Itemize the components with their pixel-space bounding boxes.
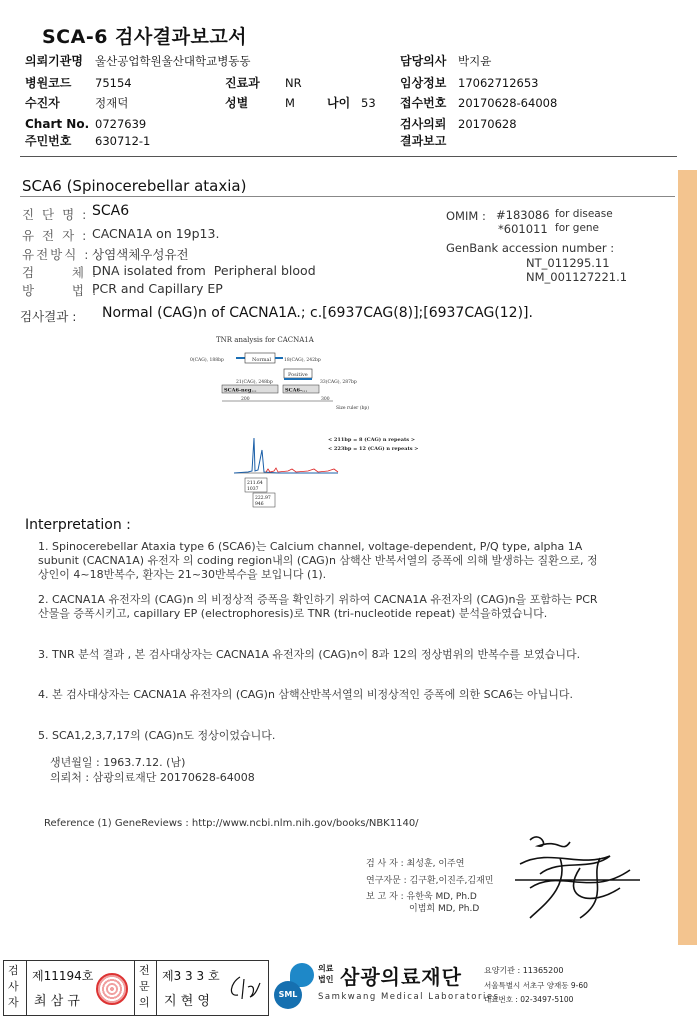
spec-no: 제3 3 3 호 bbox=[162, 969, 220, 983]
institution-label: 의뢰기관명 bbox=[25, 54, 83, 68]
peak2-label-b: 946 bbox=[255, 502, 264, 507]
hospital-code-value: 75154 bbox=[95, 76, 132, 90]
chart-value: 0727639 bbox=[95, 117, 147, 131]
header-row-5 bbox=[25, 132, 675, 150]
trace-size-standard bbox=[266, 468, 338, 472]
result-report-label: 결과보고 bbox=[400, 134, 447, 148]
header-row-4 bbox=[25, 115, 675, 133]
inheritance-label: 유전방식 : bbox=[22, 247, 91, 262]
hospital-code-label: 병원코드 bbox=[25, 76, 72, 90]
method-label: 방 법 : bbox=[22, 283, 99, 298]
gene-label: 유 전 자 : bbox=[22, 228, 89, 243]
patient-label: 수진자 bbox=[25, 96, 60, 110]
advisor: 연구자문 : 김구환,이진주,김재민 bbox=[366, 876, 494, 886]
exam-name: 최 삼 규 bbox=[34, 994, 80, 1009]
diagnosis-row bbox=[22, 205, 322, 223]
figure-title: TNR analysis for CACNA1A bbox=[216, 336, 314, 344]
specimen-label: 검 체 : bbox=[22, 265, 99, 280]
sex-value: M bbox=[285, 96, 295, 110]
header-divider bbox=[20, 156, 677, 157]
omim-disease: #183086 bbox=[496, 208, 550, 222]
footer-divider-1 bbox=[26, 961, 27, 1015]
box-sca6-neg-label: SCA6-neg... bbox=[224, 387, 257, 394]
header-row-1 bbox=[25, 52, 675, 70]
peak1-label-a: 211.64 bbox=[247, 481, 263, 486]
interpretation-p4: 4. 본 검사대상자는 CACNA1A 유전자의 (CAG)n 삼핵산반복서열의 비정상적인 증폭에 의한 SCA6는 아닙니다. bbox=[38, 688, 573, 701]
footer-divider-2 bbox=[134, 961, 135, 1015]
doctor-label: 담당의사 bbox=[400, 54, 447, 68]
normal-label: Normal bbox=[252, 357, 272, 363]
legend-1: < 211bp = 8 (CAG) n repeats > bbox=[328, 437, 416, 443]
inheritance-row bbox=[22, 245, 322, 263]
org-tag-2: 법인 bbox=[318, 975, 334, 984]
normal-right-label: 18(CAG), 242bp bbox=[284, 358, 321, 363]
peak2-label-a: 222.97 bbox=[255, 496, 271, 501]
pos-right-label: 33(CAG), 287bp bbox=[320, 380, 357, 385]
legend-2: < 223bp = 12 (CAG) n repeats > bbox=[328, 446, 419, 452]
dept-label: 진료과 bbox=[225, 76, 260, 90]
side-band bbox=[678, 170, 697, 945]
omim-disease-note: for disease bbox=[555, 208, 613, 220]
genbank-1: NT_011295.11 bbox=[526, 256, 610, 270]
exam-label: 검사자 bbox=[8, 964, 19, 1009]
id-value: 630712-1 bbox=[95, 134, 151, 148]
requester: 의뢰처 : 삼광의료재단 20170628-64008 bbox=[50, 771, 255, 784]
org-logo bbox=[274, 963, 314, 1009]
result-value: Normal (CAG)n of CACNA1A.; c.[6937CAG(8)];[6937CAG(12)]. bbox=[102, 305, 533, 321]
footer-divider-3 bbox=[156, 961, 157, 1015]
section-divider bbox=[20, 196, 675, 197]
tick-200: 200 bbox=[241, 397, 250, 402]
normal-left-label: 0(CAG), 188bp bbox=[190, 358, 224, 363]
section-title: SCA6 (Spinocerebellar ataxia) bbox=[22, 177, 247, 195]
tick-300: 300 bbox=[321, 397, 330, 402]
diagnosis-label: 진 단 명 : bbox=[22, 207, 89, 222]
reporter-1: 보 고 자 : 유한욱 MD, Ph.D bbox=[366, 892, 477, 902]
age-value: 53 bbox=[361, 96, 376, 110]
receipt-value: 20170628-64008 bbox=[458, 96, 558, 110]
org-tag-1: 의료 bbox=[318, 964, 334, 973]
examiner: 검 사 자 : 최성훈, 이주연 bbox=[366, 859, 465, 869]
reference: Reference (1) GeneReviews : http://www.ncbi.nlm.nih.gov/books/NBK1140/ bbox=[44, 818, 419, 829]
spec-name: 지 현 영 bbox=[164, 994, 210, 1009]
result-label: 검사결과 : bbox=[20, 309, 77, 324]
omim-label: OMIM : bbox=[446, 209, 486, 223]
request-label: 검사의뢰 bbox=[400, 117, 447, 131]
org-name: 삼광의료재단 bbox=[340, 965, 462, 989]
address: 서울특별시 서초구 양재동 9-60 bbox=[484, 981, 588, 990]
method-value: PCR and Capillary EP bbox=[92, 281, 223, 296]
specimen-value: DNA isolated from Peripheral blood bbox=[92, 263, 316, 278]
interpretation-p1: 1. Spinocerebellar Ataxia type 6 (SCA6)는 Calcium channel, voltage-dependent, P/Q type, alpha 1A subunit (CACNA1A) 유전자 의 coding region내의 (CAG)n 삼핵산 반복서열의 증폭에 의해 발생하는 질환으로, 정상인이 4~18반복수, 환자는 21~30반복수을 보입니다 (1). bbox=[38, 540, 598, 581]
patient-value: 정재덕 bbox=[95, 96, 129, 110]
sex-label: 성별 bbox=[225, 96, 249, 110]
header-row-3 bbox=[25, 94, 675, 112]
genbank-label: GenBank accession number : bbox=[446, 241, 615, 255]
phone: 대표번호 : 02-3497-5100 bbox=[484, 995, 574, 1004]
trace-peaks bbox=[234, 438, 338, 473]
genbank-2: NM_001127221.1 bbox=[526, 270, 628, 284]
interpretation-p3: 3. TNR 분석 결과 , 본 검사대상자는 CACNA1A 유전자의 (CAG)n이 8과 12의 정상범위의 반복수를 보였습니다. bbox=[38, 648, 581, 661]
dept-value: NR bbox=[285, 76, 302, 90]
result-row bbox=[20, 307, 580, 325]
page-title: SCA-6 검사결과보고서 bbox=[42, 26, 248, 48]
pos-left-label: 21(CAG), 248bp bbox=[236, 380, 273, 385]
org-logo-badge: SML bbox=[274, 981, 302, 1009]
interpretation-title: Interpretation : bbox=[25, 517, 131, 533]
birth-date: 생년월일 : 1963.7.12. (남) bbox=[50, 756, 186, 769]
box-sca6-pos-label: SCA6-... bbox=[285, 387, 308, 394]
omim-gene-note: for gene bbox=[555, 222, 600, 234]
clinical-value: 17062712653 bbox=[458, 76, 539, 90]
request-value: 20170628 bbox=[458, 117, 517, 131]
interpretation-p5: 5. SCA1,2,3,7,17의 (CAG)n도 정상이었습니다. bbox=[38, 729, 276, 742]
exam-no: 제11194호 bbox=[32, 969, 94, 983]
exam-seal bbox=[96, 973, 128, 1005]
header-row-2 bbox=[25, 74, 675, 92]
org-name-en: Samkwang Medical Laboratories bbox=[318, 992, 500, 1002]
method-row bbox=[22, 281, 322, 299]
inheritance-value: 상염색체우성유전 bbox=[92, 247, 189, 262]
id-label: 주민번호 bbox=[25, 134, 72, 148]
positive-label: Positive bbox=[288, 372, 308, 378]
doctor-value: 박지윤 bbox=[458, 54, 492, 68]
spec-label: 전문의 bbox=[139, 964, 150, 1009]
gene-row bbox=[22, 226, 322, 244]
interpretation-p2: 2. CACNA1A 유전자의 (CAG)n 의 비정상적 증폭을 확인하기 위하여 CACNA1A 유전자의 (CAG)n을 포함하는 PCR 산물을 증폭시키고, capillary EP (electrophoresis)로 TNR (tri-nucleotide repeat) 분석을하였습니다. bbox=[38, 593, 598, 620]
receipt-label: 접수번호 bbox=[400, 96, 447, 110]
footer-signatures bbox=[3, 960, 269, 1016]
institution-value: 울산공업학원울산대학교병동동 bbox=[95, 54, 251, 68]
signature-image bbox=[500, 828, 650, 928]
spec-signature bbox=[226, 973, 262, 1003]
omim-gene: *601011 bbox=[498, 222, 548, 236]
peak1-label-b: 1037 bbox=[247, 487, 259, 492]
chart-label: Chart No. bbox=[25, 117, 90, 131]
reg-no: 요양기관 : 11365200 bbox=[484, 966, 564, 975]
reporter-2: 이범희 MD, Ph.D bbox=[409, 904, 480, 914]
specimen-row bbox=[22, 263, 342, 281]
tnr-analysis-figure bbox=[188, 332, 448, 512]
diagnosis-value: SCA6 bbox=[92, 203, 130, 219]
clinical-label: 임상정보 bbox=[400, 76, 447, 90]
age-label: 나이 bbox=[327, 96, 351, 110]
size-ruler-label: Size ruler (bp) bbox=[336, 406, 369, 411]
gene-value: CACNA1A on 19p13. bbox=[92, 226, 220, 241]
